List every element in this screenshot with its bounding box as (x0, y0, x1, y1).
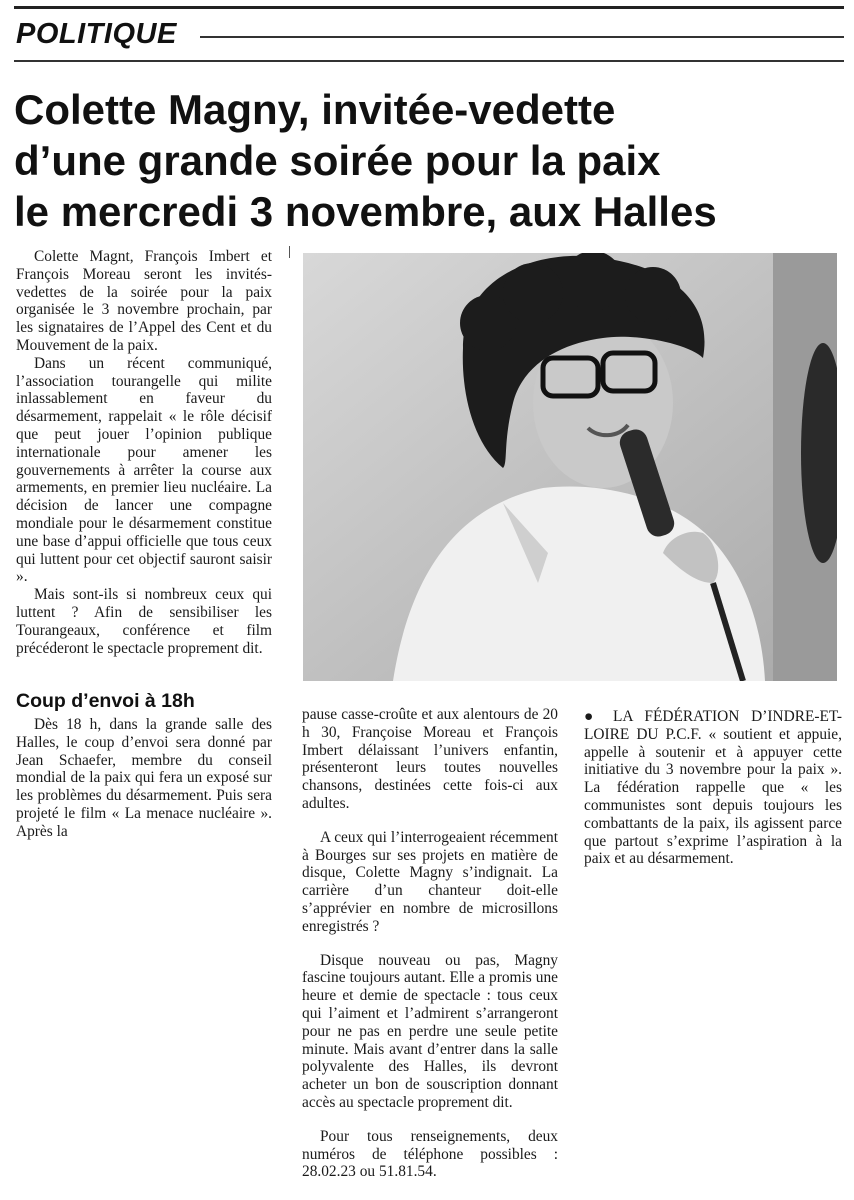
photo-illustration (303, 253, 837, 681)
body-paragraph: A ceux qui l’interrogeaient récemment à Bourges sur ses projets en matière de disque, Colette Magny s’indignait. La carrière d’un chanteur doit-elle s’apprévier en nombre de microsillons enregistrés ? (302, 828, 558, 935)
headline-line-2: d’une grande soirée pour la paix (14, 137, 661, 184)
intro-paragraph: Mais sont-ils si nombreux ceux qui luttent ? Afin de sensibiliser les Tourangeaux, conférence et film précéderont le spectacle proprement dit. (16, 586, 272, 657)
federation-paragraph: ● LA FÉDÉRATION D’INDRE-ET-LOIRE DU P.C.F. « soutient et appuie, appelle à soutenir et à appuyer cette initiative du 3 novembre pour la paix ». La fédération rappelle que « les communistes sont depuis toujours les combattants de la paix, ils agissent parce que partout s’exprime l’aspiration à la paix et au désarmement. (584, 708, 842, 868)
intro-paragraph: Dans un récent communiqué, l’association tourangelle qui milite inlassablement en faveur du désarmement, rappelait « le rôle décisif que peut jouer l’opinion publique internationale pour amener les gouvernements à arrêter la course aux armements, en premier lieu nucléaire. La décision de lancer une compagne mondiale pour le désarmement constitue une base d’appui officielle que tous ceux qui luttent pour cet objectif sauront saisir ». (16, 354, 272, 586)
body-column-1 (16, 716, 272, 841)
singer-photo (303, 253, 837, 681)
hair-curl (625, 267, 681, 323)
intro-column (16, 248, 272, 657)
paragraph-gap (302, 813, 558, 829)
column-tick (289, 246, 290, 258)
section-rule (200, 36, 844, 38)
paragraph-gap (302, 936, 558, 952)
headline (14, 84, 846, 237)
body-paragraph: Dès 18 h, dans la grande salle des Halles, le coup d’envoi sera donné par Jean Schaefer, membre du conseil mondial de la paix qui fera un exposé sur les problèmes du désarmement. Puis sera projeté le film « La menace nucléaire ». Après la (16, 716, 272, 840)
subheading: Coup d’envoi à 18h (16, 690, 195, 712)
intro-paragraph: Colette Magnt, François Imbert et François Moreau seront les invités-vedettes de la soirée pour la paix organisée le 3 novembre prochain, par les signataires de l’Appel des Cent et du Mouvement de la paix. (16, 248, 272, 354)
body-column-3 (584, 708, 842, 868)
body-paragraph: Pour tous renseignements, deux numéros de téléphone possibles : 28.02.23 ou 51.81.54. (302, 1127, 558, 1181)
body-column-2 (302, 706, 558, 1181)
headline-line-1: Colette Magny, invitée-vedette (14, 86, 616, 133)
paragraph-gap (302, 1112, 558, 1128)
hair-curl (563, 253, 623, 311)
top-rule (14, 6, 844, 9)
hair-curl (503, 263, 563, 323)
body-paragraph: Disque nouveau ou pas, Magny fascine toujours autant. Elle a promis une heure et demie de spectacle : tous ceux qui l’aiment et l’admirent s’arrangeront pour ne pas en perdre une seule petite minute. Mais avant d’entrer dans la salle polyvalente des Halles, ils devront acheter un bon de souscription donnant accès au spectacle proprement dit. (302, 951, 558, 1111)
header-rule (14, 60, 844, 62)
body-paragraph: pause casse-croûte et aux alentours de 20 h 30, Françoise Moreau et François Imbert délaissant l’univers enfantin, présenteront leurs toutes nouvelles chansons, destinées cette fois-ci aux adultes. (302, 706, 558, 812)
headline-line-3: le mercredi 3 novembre, aux Halles (14, 188, 717, 235)
section-label: POLITIQUE (16, 18, 177, 50)
